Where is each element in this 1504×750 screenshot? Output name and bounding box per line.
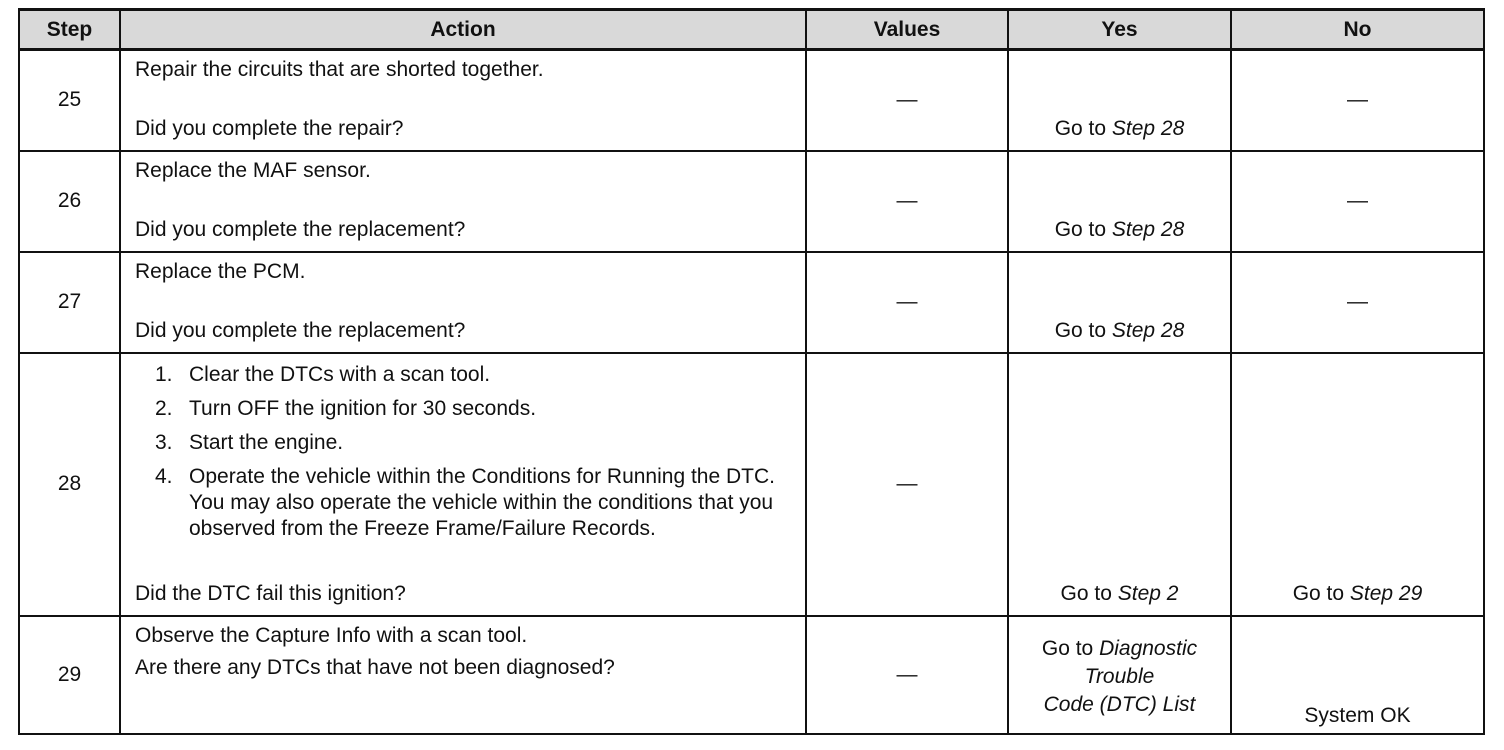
no-cell xyxy=(1231,353,1484,616)
yes-prefix: Go to xyxy=(1060,581,1118,605)
yes-cell xyxy=(1008,353,1231,616)
step-list xyxy=(135,362,791,542)
action-cell xyxy=(120,616,806,734)
action-text: Observe the Capture Info with a scan tool. xyxy=(135,623,528,647)
table-row xyxy=(19,616,1484,734)
header-row xyxy=(19,10,1484,50)
action-question: Are there any DTCs that have not been diagnosed? xyxy=(135,655,615,679)
no-cell xyxy=(1231,616,1484,734)
yes-step-link[interactable]: Step 2 xyxy=(1117,581,1179,605)
header-yes: Yes xyxy=(1008,10,1231,50)
yes-prefix: Go to xyxy=(1054,217,1112,241)
no-prefix: Go to xyxy=(1292,581,1350,605)
yes-prefix: Go to xyxy=(1054,116,1112,140)
values-cell: — xyxy=(806,616,1008,734)
yes-step-link[interactable]: Step 28 xyxy=(1111,217,1185,241)
action-text: Repair the circuits that are shorted together. xyxy=(135,58,544,81)
no-cell: — xyxy=(1231,252,1484,353)
action-question: Did you complete the repair? xyxy=(135,116,404,140)
yes-cell xyxy=(1008,151,1231,252)
step-number: 25 xyxy=(19,50,120,151)
action-text: Replace the MAF sensor. xyxy=(135,158,371,182)
step-number: 26 xyxy=(19,151,120,252)
table-row xyxy=(19,50,1484,151)
no-result: System OK xyxy=(1304,703,1411,727)
action-cell xyxy=(120,353,806,616)
list-item: 3. Start the engine. xyxy=(155,430,344,454)
step-number: 28 xyxy=(19,353,120,616)
table-row xyxy=(19,151,1484,252)
yes-cell xyxy=(1008,616,1231,734)
action-cell xyxy=(120,151,806,252)
list-item: 4. Operate the vehicle within the Conditions for Running the DTC. You may also operate the vehicle within the conditions that you observed from the Freeze Frame/Failure Records. xyxy=(155,464,775,540)
table-row xyxy=(19,353,1484,616)
header-values: Values xyxy=(806,10,1008,50)
header-step: Step xyxy=(19,10,120,50)
values-cell: — xyxy=(806,353,1008,616)
values-cell: — xyxy=(806,252,1008,353)
values-cell: — xyxy=(806,151,1008,252)
table-row xyxy=(19,252,1484,353)
diagnostic-table xyxy=(18,8,1485,735)
action-question: Did you complete the replacement? xyxy=(135,318,466,342)
header-action: Action xyxy=(120,10,806,50)
yes-step-link[interactable]: Step 28 xyxy=(1111,116,1185,140)
yes-cell xyxy=(1008,50,1231,151)
header-no: No xyxy=(1231,10,1484,50)
no-step-link[interactable]: Step 29 xyxy=(1349,581,1423,605)
yes-step-link[interactable]: Step 28 xyxy=(1111,318,1185,342)
yes-prefix: Go to xyxy=(1054,318,1112,342)
list-item: 2. Turn OFF the ignition for 30 seconds. xyxy=(155,396,537,420)
action-cell xyxy=(120,50,806,151)
action-cell xyxy=(120,252,806,353)
no-cell: — xyxy=(1231,151,1484,252)
no-cell: — xyxy=(1231,50,1484,151)
action-question: Did you complete the replacement? xyxy=(135,217,466,241)
list-item: 1. Clear the DTCs with a scan tool. xyxy=(155,362,491,386)
action-question: Did the DTC fail this ignition? xyxy=(135,581,406,605)
yes-cell xyxy=(1008,252,1231,353)
yes-link-block[interactable]: Go to Diagnostic Trouble Code (DTC) List xyxy=(1041,636,1198,716)
action-text: Replace the PCM. xyxy=(135,259,306,283)
step-number: 27 xyxy=(19,252,120,353)
step-number: 29 xyxy=(19,616,120,734)
values-cell: — xyxy=(806,50,1008,151)
